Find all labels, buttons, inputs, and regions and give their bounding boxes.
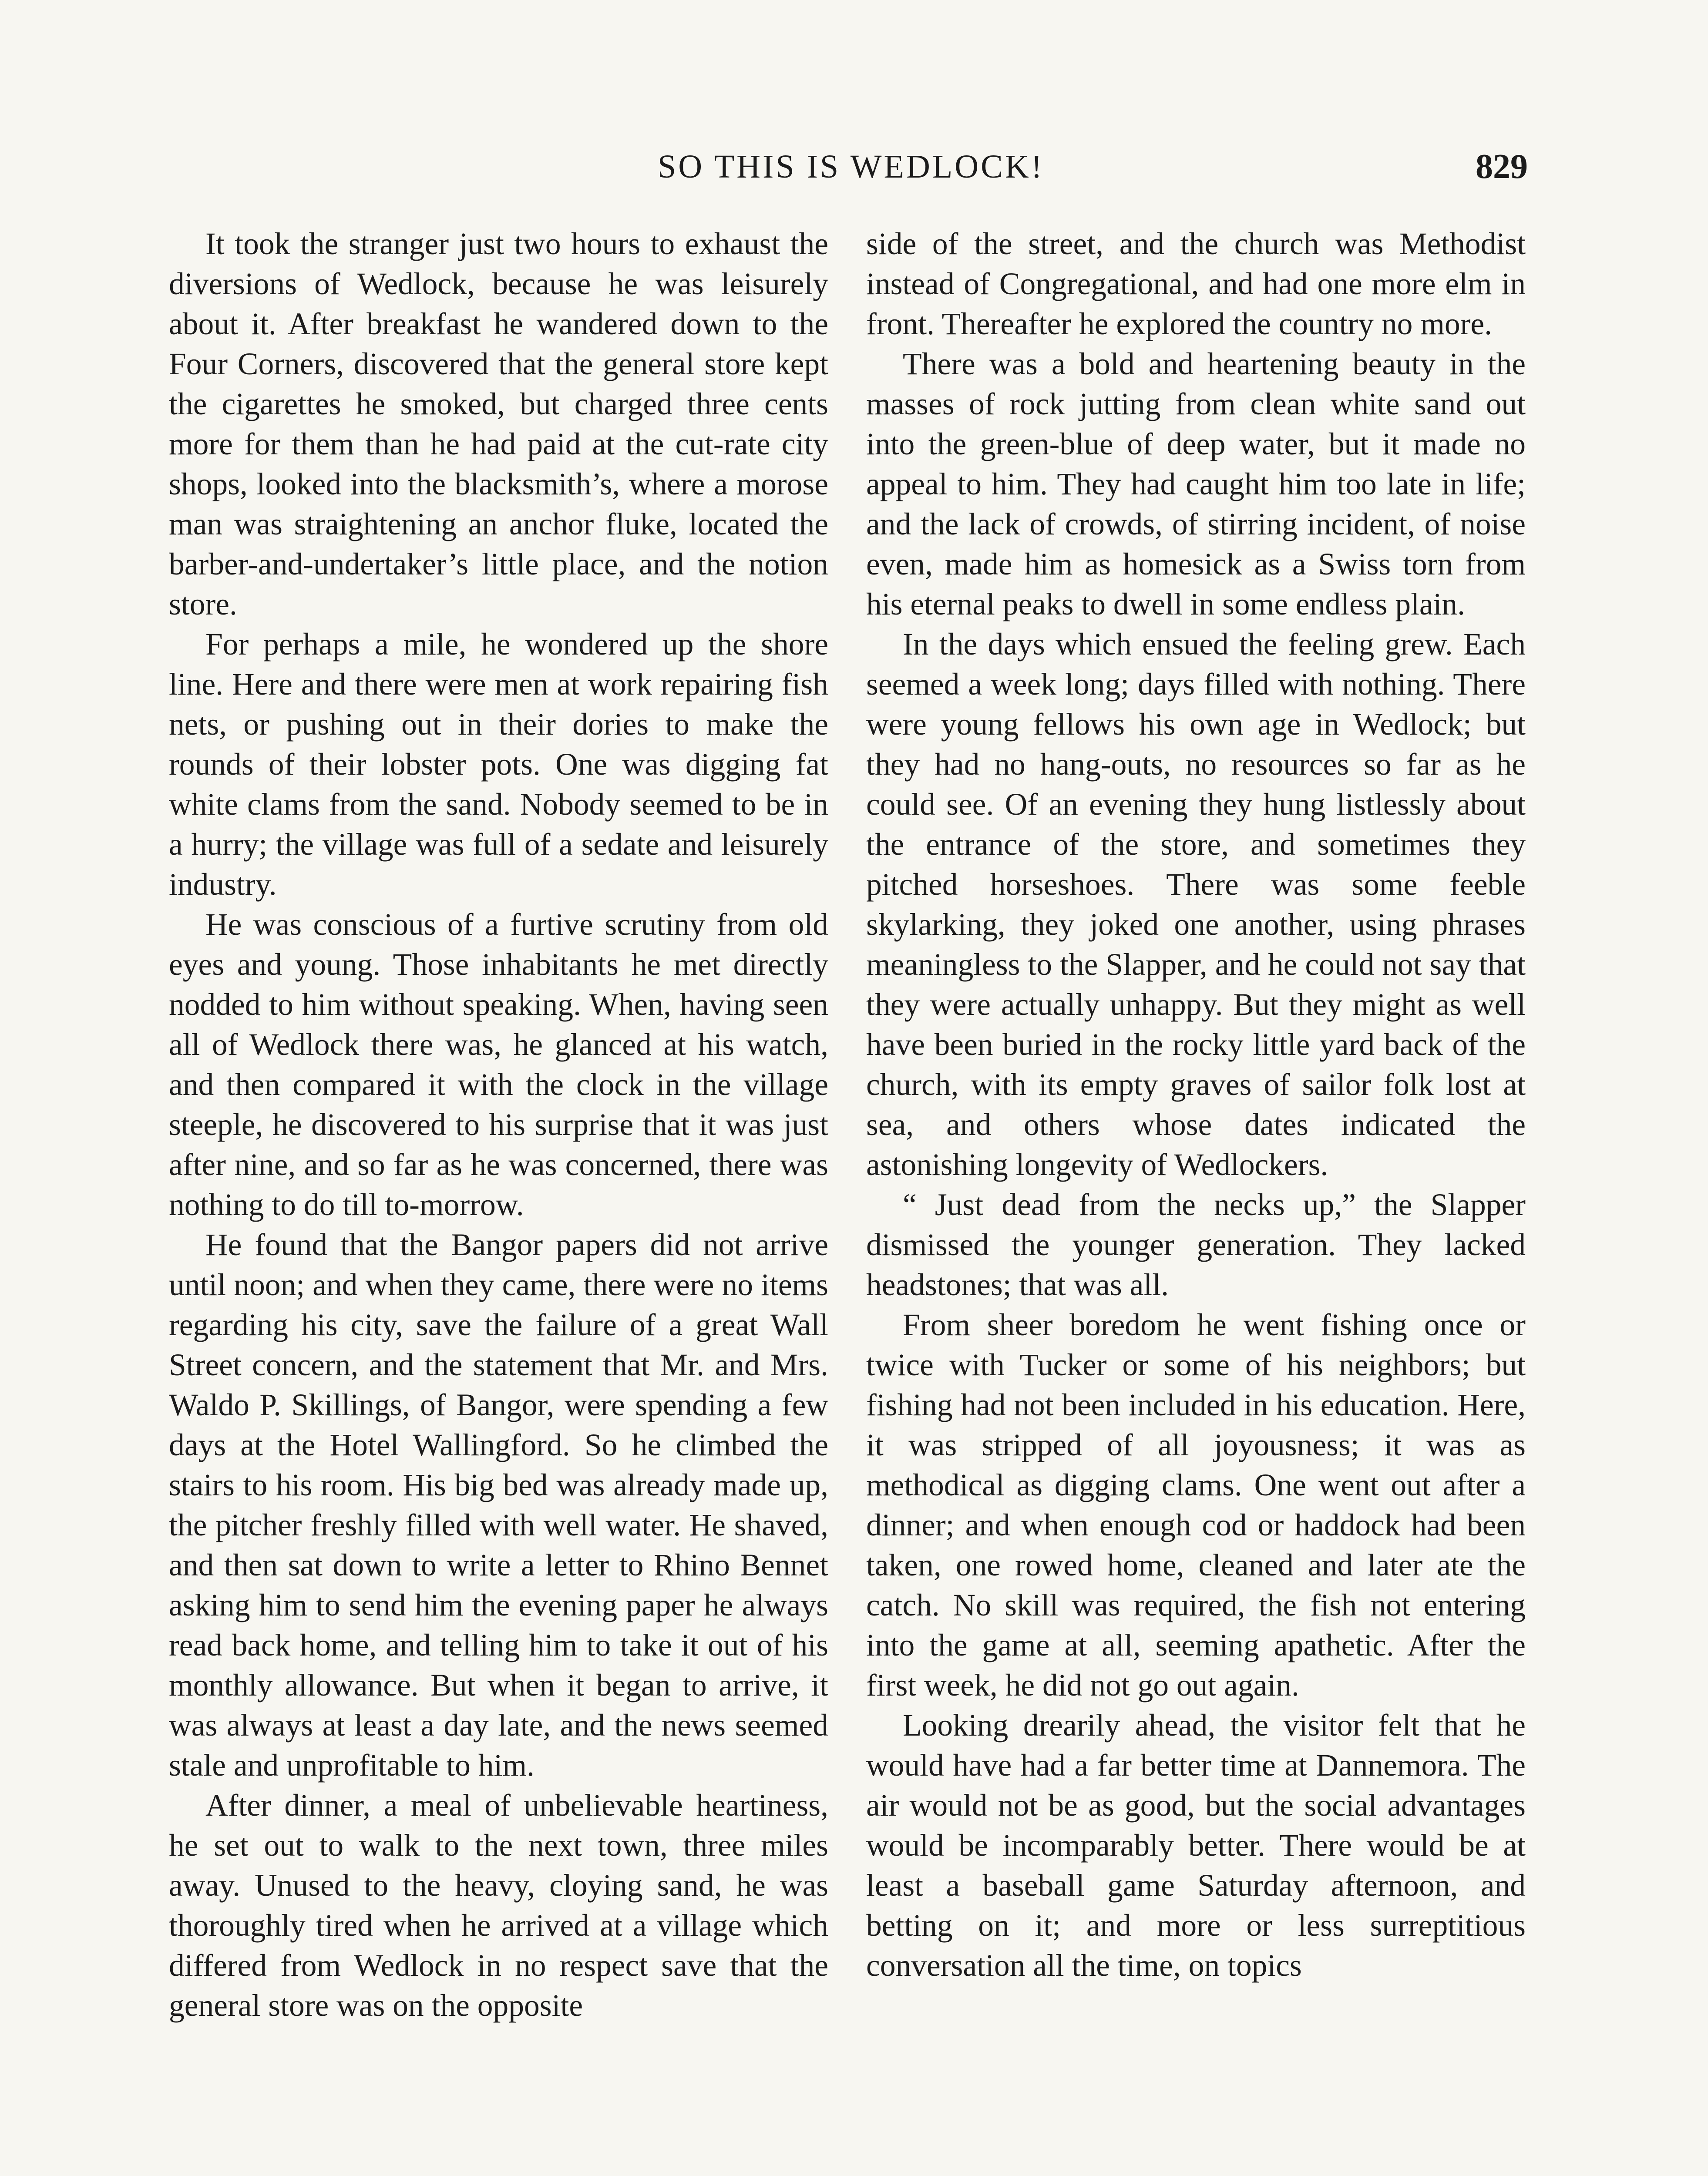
paragraph: In the days which ensued the feeling grew. Each seemed a week long; days filled with nothing. There were young fellows his own age in Wedlock; but they had no hang-outs, no resources so far as he could see. Of an evening they hung listlessly about the entrance of the store, and sometimes they pitched horseshoes. There was some feeble skylarking, they joked one another, using phrases meaningless to the Slapper, and he could not say that they were actually unhappy. But they might as well have been buried in the rocky little yard back of the church, with its empty graves of sailor folk lost at sea, and others whose dates indicated the astonishing longevity of Wedlockers.	[866, 627, 1526, 1182]
left-column	[169, 224, 828, 2026]
paragraph: It took the stranger just two hours to exhaust the diversions of Wedlock, because he was leisurely about it. After breakfast he wandered down to the Four Corners, discovered that the general store kept the cigarettes he smoked, but charged three cents more for them than he had paid at the cut-rate city shops, looked into the blacksmith’s, where a morose man was straightening an anchor fluke, located the barber-and-undertaker’s little place, and the notion store.	[169, 227, 828, 621]
right-column	[866, 224, 1526, 1986]
paragraph: “ Just dead from the necks up,” the Slapper dismissed the younger generation. They lacked headstones; that was all.	[866, 1188, 1526, 1302]
paragraph: He was conscious of a furtive scrutiny from old eyes and young. Those inhabitants he met directly nodded to him without speaking. When, having seen all of Wedlock there was, he glanced at his watch, and then compared it with the clock in the village steeple, he discovered to his surprise that it was just after nine, and so far as he was concerned, there was nothing to do till to-morrow.	[169, 907, 828, 1222]
running-head	[174, 138, 1528, 195]
paragraph: For perhaps a mile, he wondered up the shore line. Here and there were men at work repairing fish nets, or pushing out in their dories to make the rounds of their lobster pots. One was digging fat white clams from the sand. Nobody seemed to be in a hurry; the village was full of a sedate and leisurely industry.	[169, 627, 828, 902]
paragraph: He found that the Bangor papers did not arrive until noon; and when they came, there were no items regarding his city, save the failure of a great Wall Street concern, and the statement that Mr. and Mrs. Waldo P. Skillings, of Bangor, were spending a few days at the Hotel Wallingford. So he climbed the stairs to his room. His big bed was already made up, the pitcher freshly filled with well water. He shaved, and then sat down to write a letter to Rhino Bennet asking him to send him the evening paper he always read back home, and telling him to take it out of his monthly allowance. But when it began to arrive, it was always at least a day late, and the news seemed stale and unprofitable to him.	[169, 1228, 828, 1783]
page-number: 829	[1476, 148, 1528, 186]
paragraph: After dinner, a meal of unbelievable heartiness, he set out to walk to the next town, three miles away. Unused to the heavy, cloying sand, he was thoroughly tired when he arrived at a village which differed from Wedlock in no respect save that the general store was on the opposite	[169, 1788, 828, 2023]
paragraph-continuation: side of the street, and the church was Methodist instead of Congregational, and had one more elm in front. Thereafter he explored the country no more.	[866, 227, 1526, 341]
running-title: SO THIS IS WEDLOCK!	[657, 148, 1045, 185]
paragraph: Looking drearily ahead, the visitor felt that he would have had a far better time at Dannemora. The air would not be as good, but the social advantages would be incomparably better. There would be at least a baseball game Saturday afternoon, and betting on it; and more or less surreptitious conversation all the time, on topics	[866, 1708, 1526, 1983]
paragraph: From sheer boredom he went fishing once or twice with Tucker or some of his neighbors; but fishing had not been included in his education. Here, it was stripped of all joyousness; it was as methodical as digging clams. One went out after a dinner; and when enough cod or haddock had been taken, one rowed home, cleaned and later ate the catch. No skill was required, the fish not entering into the game at all, seeming apathetic. After the first week, he did not go out again.	[866, 1308, 1526, 1703]
paragraph: There was a bold and heartening beauty in the masses of rock jutting from clean white sand out into the green-blue of deep water, but it made no appeal to him. They had caught him too late in life; and the lack of crowds, of stirring incident, of noise even, made him as homesick as a Swiss torn from his eternal peaks to dwell in some endless plain.	[866, 347, 1526, 621]
